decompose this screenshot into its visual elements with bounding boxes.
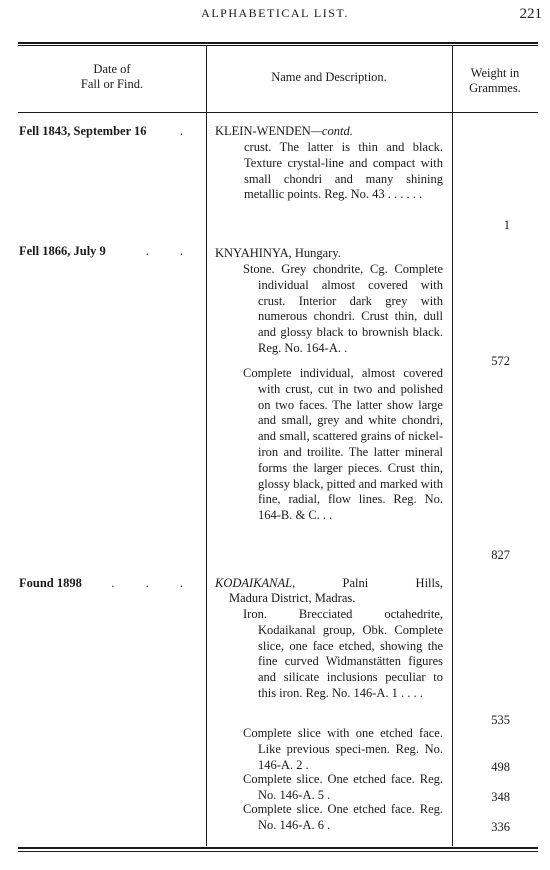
running-head: ALPHABETICAL LIST. (201, 6, 349, 20)
column-header-date-line1: Date of (93, 62, 131, 76)
entry-date-text: Found 1898 (19, 576, 82, 590)
entry-location: Madura District, Madras. (229, 591, 356, 605)
column-header-weight (452, 66, 538, 96)
column-header-date (18, 62, 206, 92)
entry-date-text: Fell 1843, September 16 (19, 124, 147, 138)
specimen-description: Complete slice. One etched face. Reg. No. 146-A. 6 . (243, 802, 443, 832)
entry-date (19, 244, 205, 260)
specimen-description: crust. The latter is thin and black. Texture crystal-line and compact with small chondri and many shining metallic points. Reg. No. 43 . . . . . . (244, 140, 443, 202)
meteorite-name-suffix: , Hungary. (288, 246, 341, 260)
top-rule (18, 42, 538, 44)
meteorite-name: KLEIN-WENDEN (215, 124, 311, 138)
specimen-weight: 348 (491, 790, 510, 804)
specimen-weight: 1 (503, 218, 510, 232)
meteorite-name-suffix: , Palni Hills, (292, 576, 443, 590)
column-header-name: Name and Description. (271, 70, 387, 84)
entry-name (215, 246, 445, 262)
specimen-description: Complete slice. One etched face. Reg. No. 146-A. 5 . (243, 772, 443, 802)
leader-dots: . (179, 124, 197, 138)
specimen-weight: 336 (491, 820, 510, 834)
entry-date-text: Fell 1866, July 9 (19, 244, 106, 258)
leader-dots: . . . (111, 576, 197, 590)
specimen-weight: 572 (491, 354, 510, 368)
meteorite-name: KODAIKANAL (215, 576, 293, 590)
specimen-description: Complete slice with one etched face. Like previous speci-men. Reg. No. 146-A. 2 . (243, 726, 443, 772)
specimen-weight: 827 (491, 548, 510, 562)
entry-date (19, 124, 205, 140)
specimen-description: Complete individual, almost covered with crust, cut in two and polished on two faces. The latter show large and small, grey and white chondri, and small, scattered grains of nickel-iron and troilite. The latter mineral forms the larger pieces. Crust thin, glossy black, pitted and marked with fine, radial, flow lines. Reg. No. 164-B. & C. . . (243, 366, 443, 523)
top-rule-thin (18, 45, 538, 46)
leader-dots: . . (145, 244, 197, 258)
specimen-description: Stone. Grey chondrite, Cg. Complete individual almost covered with crust. Interior dark grey with numerous chondri. Crust thin, dull and glossy black to brownish black. Reg. No. 164-A. . (243, 262, 443, 355)
page-number: 221 (519, 6, 542, 22)
column-header-date-line2: Fall or Find. (80, 77, 144, 91)
header-rule (18, 112, 538, 113)
specimen-description: Iron. Brecciated octahedrite, Kodaikanal group, Obk. Complete slice, one face etched, showing the fine curved Widmanstätten figures and silicate inclusions peculiar to this iron. Reg. No. 146-A. 1 . . . . (243, 607, 443, 700)
entry-name (215, 576, 443, 592)
bottom-rule-thin (18, 851, 538, 852)
meteorite-name-suffix: —contd. (310, 124, 353, 138)
column-divider-1 (206, 46, 207, 846)
column-header-weight-line1: Weight in (470, 66, 520, 80)
bottom-rule (18, 847, 538, 849)
specimen-weight: 535 (491, 713, 510, 727)
specimen-weight: 498 (491, 760, 510, 774)
meteorite-name: KNYAHINYA (215, 246, 289, 260)
column-header-weight-line2: Grammes. (469, 81, 521, 95)
entry-date (19, 576, 205, 592)
entry-name (215, 124, 445, 140)
